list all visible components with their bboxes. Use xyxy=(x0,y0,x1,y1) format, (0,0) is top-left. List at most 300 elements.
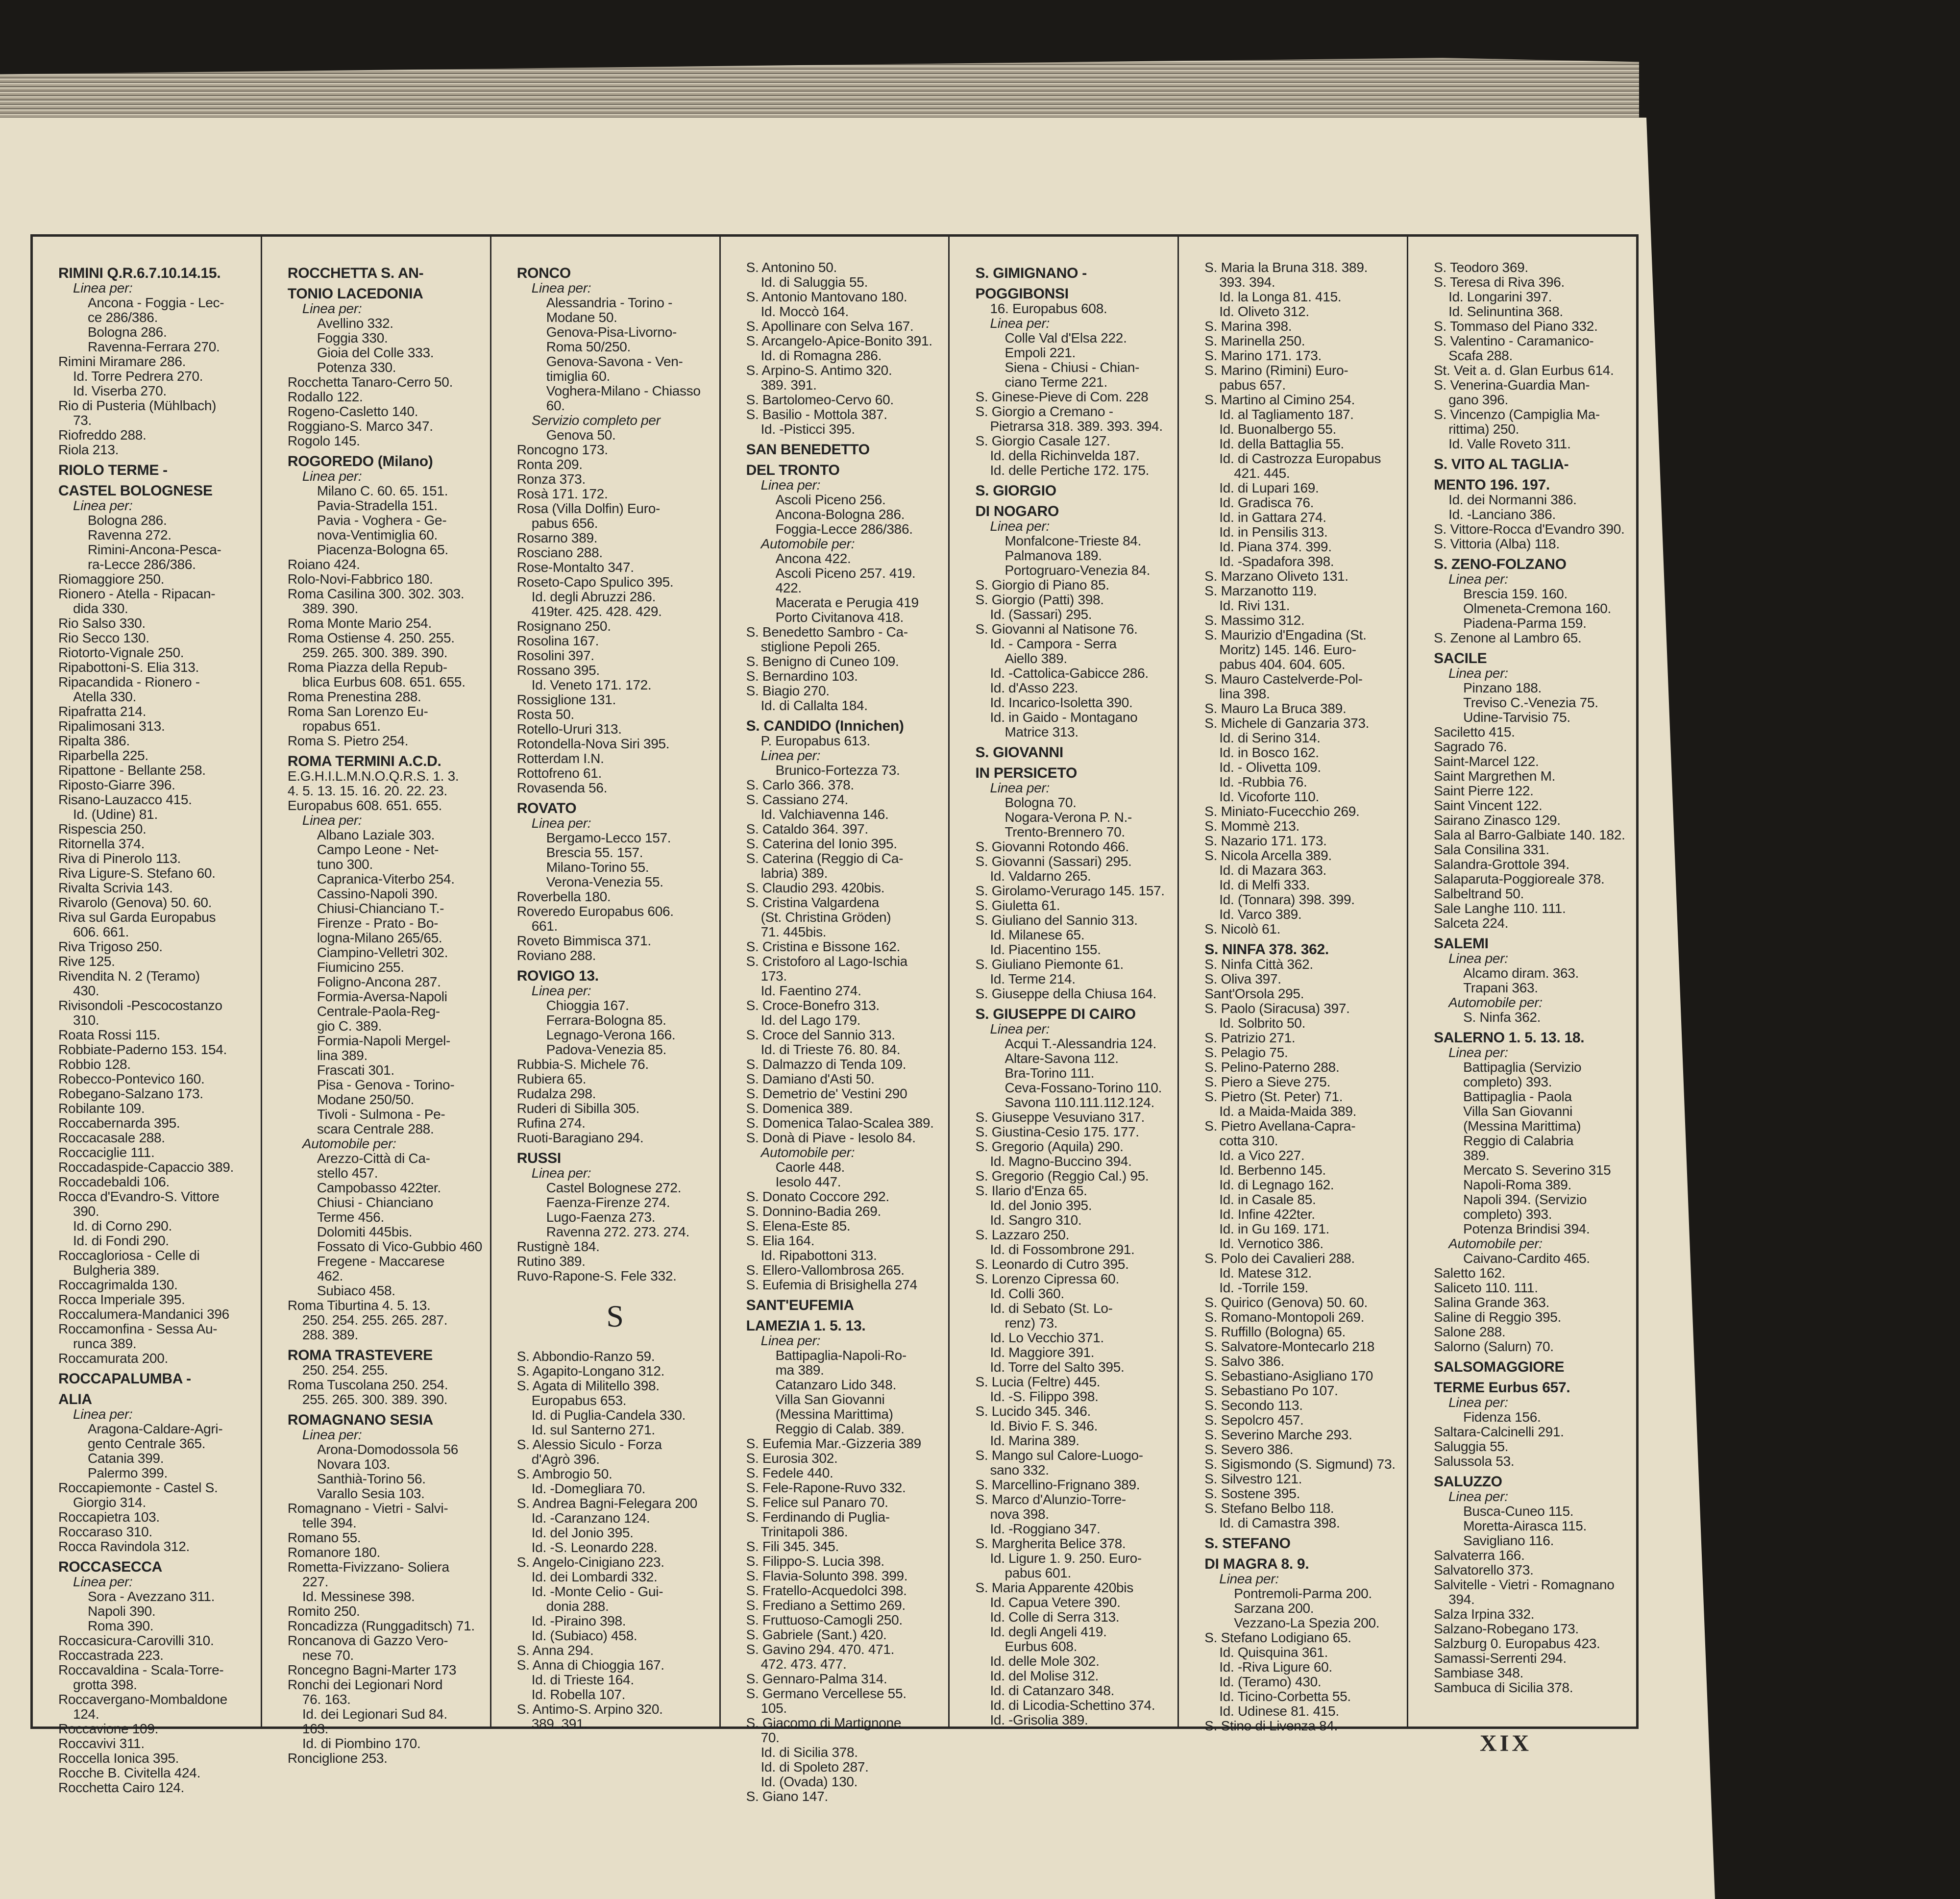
index-entry: 419ter. 425. 428. 429. xyxy=(531,604,662,619)
index-entry: Roccagrimalda 130. xyxy=(58,1277,178,1292)
index-entry: Roseto-Capo Spulico 395. xyxy=(516,574,674,590)
index-heading: S. GIMIGNANO - xyxy=(975,265,1087,281)
index-entry: S. Marina 398. xyxy=(1204,319,1292,334)
index-entry: Id. del Lago 179. xyxy=(760,1012,861,1028)
index-entry: Id. di Puglia-Candela 330. xyxy=(531,1407,686,1423)
index-heading: S. VITO AL TAGLIA- xyxy=(1434,456,1569,472)
index-column-4 xyxy=(721,237,950,1804)
index-entry: S. Fedele 440. xyxy=(746,1465,833,1480)
index-entry: Roggiano-S. Marco 347. xyxy=(287,419,433,434)
index-entry: S. Nicola Arcella 389. xyxy=(1204,848,1332,863)
index-entry: Id. Colle di Serra 313. xyxy=(990,1609,1120,1625)
index-entry: S. Leonardo di Cutro 395. xyxy=(975,1257,1129,1272)
index-entry: Trinitapoli 386. xyxy=(760,1524,848,1539)
index-entry: Sala Consilina 331. xyxy=(1434,842,1549,857)
index-entry: S. Donà di Piave - Iesolo 84. xyxy=(746,1130,916,1145)
index-entry: grotta 398. xyxy=(73,1677,137,1692)
index-entry: S. Agata di Militello 398. xyxy=(516,1378,660,1393)
index-entry: pabus 404. 604. 605. xyxy=(1219,657,1346,672)
index-entry: Pisa - Genova - Torino- xyxy=(317,1077,455,1092)
index-heading: SAN BENEDETTO xyxy=(746,442,870,458)
index-entry: Id. Gradisca 76. xyxy=(1219,495,1314,510)
index-entry: Saline di Reggio 395. xyxy=(1434,1309,1562,1325)
index-entry: Genova-Savona - Ven- xyxy=(546,354,683,369)
index-entry: Savigliano 116. xyxy=(1463,1533,1554,1548)
index-entry: Ruoti-Baragiano 294. xyxy=(516,1130,644,1145)
index-entry: Linea per: xyxy=(990,780,1050,795)
index-entry: Saluggia 55. xyxy=(1434,1439,1509,1454)
index-entry: Robbio 128. xyxy=(58,1057,131,1072)
index-entry: Id. Terme 214. xyxy=(990,971,1076,986)
index-entry: Ronciglione 253. xyxy=(287,1751,388,1766)
index-entry: Id. Incarico-Isoletta 390. xyxy=(990,695,1133,710)
index-entry: Reggio di Calabria xyxy=(1463,1133,1574,1148)
index-entry: Modane 250/50. xyxy=(317,1092,415,1107)
index-entry: Id. Faentino 274. xyxy=(760,983,861,998)
index-entry: S. Teodoro 369. xyxy=(1434,260,1528,275)
index-entry: Id. Torre Pedrera 270. xyxy=(73,369,203,384)
index-entry: S. Donato Coccore 292. xyxy=(746,1189,889,1204)
index-entry: Palermo 399. xyxy=(88,1465,168,1480)
index-entry: Arezzo-Città di Ca- xyxy=(317,1151,430,1166)
index-entry: nese 70. xyxy=(302,1648,354,1663)
index-entry: Roccaciglie 111. xyxy=(58,1145,155,1160)
index-entry: Id. in Gaido - Montagano xyxy=(990,710,1138,725)
index-column-2 xyxy=(262,237,491,1766)
index-entry: Ripacandida - Rionero - xyxy=(58,674,200,690)
index-entry: Salandra-Grottole 394. xyxy=(1434,857,1569,872)
index-entry: Id. -Lanciano 386. xyxy=(1448,507,1556,522)
index-entry: Id. -Grisolia 389. xyxy=(990,1712,1088,1727)
index-entry: Id. (Tonnara) 398. 399. xyxy=(1219,892,1355,907)
index-entry: Treviso C.-Venezia 75. xyxy=(1463,695,1598,710)
index-entry: S. Gennaro-Palma 314. xyxy=(746,1671,887,1686)
index-entry: Id. Capua Vetere 390. xyxy=(990,1595,1121,1610)
index-entry: S. Fruttuoso-Camogli 250. xyxy=(746,1612,903,1628)
index-entry: Fossato di Vico-Gubbio 460 xyxy=(317,1239,483,1254)
index-entry: Salina Grande 363. xyxy=(1434,1295,1550,1310)
index-entry: 259. 265. 300. 389. 390. xyxy=(302,645,448,660)
index-entry: Monfalcone-Trieste 84. xyxy=(1004,533,1142,548)
index-entry: Id. Torre del Salto 395. xyxy=(990,1359,1125,1375)
index-entry: Riparbella 225. xyxy=(58,748,148,763)
index-entry: Riva Ligure-S. Stefano 60. xyxy=(58,865,216,881)
index-entry: S. Fele-Rapone-Ruvo 332. xyxy=(746,1480,906,1495)
index-entry: S. Lorenzo Cipressa 60. xyxy=(975,1271,1119,1286)
index-entry: S. Cassiano 274. xyxy=(746,792,849,807)
index-entry: Rutino 389. xyxy=(516,1254,586,1269)
index-entry: S. Cristina e Bissone 162. xyxy=(746,939,900,954)
index-entry: S. Teresa di Riva 396. xyxy=(1434,274,1565,290)
index-entry: Roma S. Pietro 254. xyxy=(287,733,409,748)
index-entry: Siena - Chiusi - Chian- xyxy=(1004,360,1140,375)
index-entry: (Messina Marittima) xyxy=(1463,1118,1581,1134)
index-heading: CASTEL BOLOGNESE xyxy=(58,483,213,499)
index-entry: Piacenza-Bologna 65. xyxy=(317,542,448,557)
index-entry: Roccastrada 223. xyxy=(58,1648,164,1663)
index-entry: 389. 391. xyxy=(760,377,817,393)
index-heading: DI NOGARO xyxy=(975,503,1059,519)
index-entry: S. Tommaso del Piano 332. xyxy=(1434,319,1598,334)
index-heading: S. STEFANO xyxy=(1204,1535,1291,1552)
index-entry: Busca-Cuneo 115. xyxy=(1463,1504,1574,1519)
index-entry: Salceta 224. xyxy=(1434,915,1509,931)
index-entry: Roccamonfina - Sessa Au- xyxy=(58,1321,218,1336)
index-entry: Rotterdam I.N. xyxy=(516,751,604,766)
index-entry: Salussola 53. xyxy=(1434,1454,1515,1469)
index-entry: 430. xyxy=(73,983,99,998)
index-entry: Rustignè 184. xyxy=(516,1239,600,1254)
index-entry: Linea per: xyxy=(1448,1395,1508,1410)
index-entry: Roma San Lorenzo Eu- xyxy=(287,704,428,719)
index-entry: Ripabottoni-S. Elia 313. xyxy=(58,660,199,675)
index-entry: Moretta-Airasca 115. xyxy=(1463,1518,1587,1533)
index-entry: Rio Salso 330. xyxy=(58,616,146,631)
index-heading: POGGIBONSI xyxy=(975,286,1069,302)
index-entry: Linea per: xyxy=(1448,666,1508,681)
index-entry: S. Frediano a Settimo 269. xyxy=(746,1598,906,1613)
index-entry: stiglione Pepoli 265. xyxy=(760,639,881,654)
index-entry: Id. Vicoforte 110. xyxy=(1219,789,1319,804)
index-heading: IN PERSICETO xyxy=(975,765,1077,781)
index-entry: Automobile per: xyxy=(1448,1236,1543,1251)
index-entry: Rubbia-S. Michele 76. xyxy=(516,1057,649,1072)
index-entry: Roma Tuscolana 250. 254. xyxy=(287,1377,448,1392)
index-entry: 394. xyxy=(1448,1592,1475,1607)
index-entry: S. Pelino-Paterno 288. xyxy=(1204,1060,1340,1075)
index-entry: Id. della Battaglia 55. xyxy=(1219,436,1344,451)
index-heading: S. GIUSEPPE DI CAIRO xyxy=(975,1006,1136,1022)
index-entry: Salbeltrand 50. xyxy=(1434,886,1524,901)
index-entry: Id. di Legnago 162. xyxy=(1219,1177,1334,1192)
index-entry: S. Flavia-Solunto 398. 399. xyxy=(746,1568,908,1583)
index-entry: blica Eurbus 608. 651. 655. xyxy=(302,674,466,690)
index-entry: S. Bartolomeo-Cervo 60. xyxy=(746,392,894,407)
index-entry: Bulgheria 389. xyxy=(73,1262,160,1278)
index-entry: Id. Milanese 65. xyxy=(990,927,1085,942)
index-heading: RONCO xyxy=(516,265,571,281)
index-entry: S. Nazario 171. 173. xyxy=(1204,833,1327,848)
index-entry: Chiusi-Chianciano T.- xyxy=(317,901,444,916)
index-entry: Milano-Torino 55. xyxy=(546,860,649,875)
index-entry: Capranica-Viterbo 254. xyxy=(317,871,455,887)
index-entry: S. Ninfa 362. xyxy=(1463,1010,1541,1025)
index-entry: Roma Piazza della Repub- xyxy=(287,660,447,675)
index-entry: Ravenna 272. 273. 274. xyxy=(546,1224,690,1239)
index-entry: lina 398. xyxy=(1219,686,1270,701)
index-entry: S. Lucia (Feltre) 445. xyxy=(975,1374,1101,1389)
index-entry: Id. del Jonio 395. xyxy=(531,1525,634,1540)
index-heading: SACILE xyxy=(1434,650,1487,666)
index-entry: Id. di Camastra 398. xyxy=(1219,1515,1340,1530)
index-entry: S. Ruffillo (Bologna) 65. xyxy=(1204,1324,1346,1339)
index-entry: Rotello-Ururi 313. xyxy=(516,721,622,737)
index-entry: S. Romano-Montopoli 269. xyxy=(1204,1309,1365,1325)
index-entry: S. Domenica 389. xyxy=(746,1101,853,1116)
index-entry: Rio Secco 130. xyxy=(58,630,149,645)
index-entry: S. Marco d'Alunzio-Torre- xyxy=(975,1492,1126,1507)
index-entry: S. Bernardino 103. xyxy=(746,668,858,684)
index-entry: Novara 103. xyxy=(317,1456,391,1472)
index-column-3 xyxy=(491,237,721,1731)
index-entry: Ravenna-Ferrara 270. xyxy=(88,339,220,354)
index-entry: S. Sebastiano Po 107. xyxy=(1204,1383,1338,1398)
index-entry: 73. xyxy=(73,413,92,428)
index-entry: Id. -Spadafora 398. xyxy=(1219,554,1334,569)
index-heading: ROVIGO 13. xyxy=(516,968,599,984)
index-entry: Altare-Savona 112. xyxy=(1004,1051,1119,1066)
index-entry: Rovasenda 56. xyxy=(516,780,608,795)
index-entry: Sairano Zinasco 129. xyxy=(1434,813,1561,828)
index-entry: Roccapiemonte - Castel S. xyxy=(58,1480,218,1495)
index-entry: S. Giovanni al Natisone 76. xyxy=(975,621,1138,637)
index-entry: Rocche B. Civitella 424. xyxy=(58,1765,201,1780)
index-heading: ROCCAPALUMBA - xyxy=(58,1371,191,1387)
index-entry: S. Agapito-Longano 312. xyxy=(516,1363,665,1379)
index-heading: SANT'EUFEMIA xyxy=(746,1297,854,1313)
index-entry: S. Alessio Siculo - Forza xyxy=(516,1437,662,1452)
index-entry: S. Cristina Valgardena xyxy=(746,895,880,910)
index-entry: Ciampino-Velletri 302. xyxy=(317,945,448,960)
index-entry: Ancona 422. xyxy=(775,551,851,566)
index-entry: Id. di Romagna 286. xyxy=(760,348,882,363)
index-entry: Battipaglia (Servizio xyxy=(1463,1060,1582,1075)
index-entry: scara Centrale 288. xyxy=(317,1121,434,1136)
index-heading: RIOLO TERME - xyxy=(58,462,168,478)
index-entry: S. Benedetto Sambro - Ca- xyxy=(746,624,908,640)
index-entry: Id. di Licodia-Schettino 374. xyxy=(990,1698,1155,1713)
index-entry: Id. - Olivetta 109. xyxy=(1219,760,1321,775)
index-entry: Rogolo 145. xyxy=(287,433,360,448)
index-entry: S. Germano Vercellese 55. xyxy=(746,1686,906,1701)
index-entry: Chiusi - Chianciano xyxy=(317,1195,433,1210)
index-entry: Mercato S. Severino 315 xyxy=(1463,1162,1611,1178)
index-entry: Id. in Casale 85. xyxy=(1219,1192,1316,1207)
index-entry: S. Abbondio-Ranzo 59. xyxy=(516,1349,655,1364)
index-entry: logna-Milano 265/65. xyxy=(317,930,442,945)
index-entry: 250. 254. 255. 265. 287. xyxy=(302,1312,448,1328)
index-entry: Rotondella-Nova Siri 395. xyxy=(516,736,670,751)
index-entry: lina 389. xyxy=(317,1048,368,1063)
index-entry: 4. 5. 13. 15. 16. 20. 22. 23. xyxy=(287,783,447,798)
index-entry: Rossiglione 131. xyxy=(516,692,616,707)
index-entry: Sarzana 200. xyxy=(1234,1601,1314,1616)
index-entry: S. Salvatore-Montecarlo 218 xyxy=(1204,1339,1375,1354)
index-entry: Id. delle Mole 302. xyxy=(990,1653,1100,1669)
index-entry: 71. 445bis. xyxy=(760,924,827,939)
index-entry: Linea per: xyxy=(990,518,1050,534)
index-entry: S. Giuseppe della Chiusa 164. xyxy=(975,986,1156,1001)
index-entry: Linea per: xyxy=(73,280,133,296)
index-entry: Id. Piacentino 155. xyxy=(990,942,1101,957)
index-entry: Napoli 390. xyxy=(88,1603,156,1619)
index-entry: Id. Colli 360. xyxy=(990,1286,1064,1301)
index-entry: Linea per: xyxy=(73,1406,133,1422)
index-entry: Id. Longarini 397. xyxy=(1448,289,1552,304)
index-entry: Id. -Piraino 398. xyxy=(531,1613,626,1628)
index-entry: S. Antonino 50. xyxy=(746,260,837,275)
index-entry: cotta 310. xyxy=(1219,1133,1278,1148)
index-entry: Porto Civitanova 418. xyxy=(775,610,904,625)
index-entry: Rivarolo (Genova) 50. 60. xyxy=(58,895,212,910)
index-entry: Id. Buonalbergo 55. xyxy=(1219,421,1337,437)
index-entry: S. Giano 147. xyxy=(746,1789,828,1804)
index-entry: Ascoli Piceno 257. 419. xyxy=(775,566,916,581)
index-entry: Linea per: xyxy=(1219,1571,1279,1586)
index-entry: Catanzaro Lido 348. xyxy=(775,1377,897,1392)
index-entry: Villa San Giovanni xyxy=(1463,1104,1573,1119)
index-entry: Id. del Jonio 395. xyxy=(990,1198,1092,1213)
index-entry: Faenza-Firenze 274. xyxy=(546,1195,670,1210)
index-entry: Id. -S. Filippo 398. xyxy=(990,1389,1099,1404)
index-entry: Id. di Fondi 290. xyxy=(73,1233,169,1248)
index-entry: Roccasicura-Carovilli 310. xyxy=(58,1633,214,1648)
index-entry: Pavia - Voghera - Ge- xyxy=(317,513,447,528)
index-entry: Campo Leone - Net- xyxy=(317,842,439,857)
index-entry: Robbiate-Paderno 153. 154. xyxy=(58,1042,227,1057)
index-entry: Samassi-Serrenti 294. xyxy=(1434,1651,1567,1666)
index-entry: Id. della Richinvelda 187. xyxy=(990,448,1140,463)
index-entry: Id. -Torrile 159. xyxy=(1219,1280,1308,1295)
index-entry: S. Lazzaro 250. xyxy=(975,1227,1070,1242)
index-entry: Roncadizza (Runggaditsch) 71. xyxy=(287,1618,475,1633)
index-entry: Romano 55. xyxy=(287,1530,361,1545)
index-entry: Varallo Sesia 103. xyxy=(317,1486,425,1501)
index-entry: Napoli 394. (Servizio xyxy=(1463,1192,1587,1207)
index-entry: Napoli-Roma 389. xyxy=(1463,1177,1572,1192)
index-entry: Id. di Trieste 164. xyxy=(531,1672,634,1687)
index-entry: S. Croce del Sannio 313. xyxy=(746,1027,895,1042)
index-entry: S. Fratello-Acquedolci 398. xyxy=(746,1583,907,1598)
index-entry: pabus 601. xyxy=(1004,1565,1072,1580)
index-entry: S. Sepolcro 457. xyxy=(1204,1412,1304,1428)
index-entry: Roccamurata 200. xyxy=(58,1351,168,1366)
index-entry: Ancona - Foggia - Lec- xyxy=(88,295,224,310)
index-entry: Catania 399. xyxy=(88,1451,164,1466)
index-heading: SALEMI xyxy=(1434,936,1489,952)
index-entry: S. Nicolò 61. xyxy=(1204,921,1281,937)
index-entry: Salone 288. xyxy=(1434,1324,1506,1339)
index-entry: S. Felice sul Panaro 70. xyxy=(746,1495,888,1510)
index-entry: ropabus 651. xyxy=(302,718,381,734)
index-entry: 227. xyxy=(302,1574,329,1589)
index-entry: 288. 389. xyxy=(302,1327,358,1342)
index-entry: S. Marinella 250. xyxy=(1204,333,1305,348)
index-entry: S. Fili 345. 345. xyxy=(746,1539,839,1554)
index-entry: Id. delle Pertiche 172. 175. xyxy=(990,463,1150,478)
index-entry: P. Europabus 613. xyxy=(760,733,870,748)
index-entry: S. Stefano Belbo 118. xyxy=(1204,1501,1334,1516)
page-number: XIX xyxy=(1480,1730,1532,1756)
index-entry: Id. Berbenno 145. xyxy=(1219,1162,1326,1178)
index-entry: telle 394. xyxy=(302,1515,357,1530)
index-entry: 389. 391. xyxy=(531,1716,588,1731)
index-entry: Pietrarsa 318. 389. 393. 394. xyxy=(990,419,1163,434)
index-entry: Genova-Pisa-Livorno- xyxy=(546,324,677,340)
index-entry: Rottofreno 61. xyxy=(516,765,602,781)
index-heading: ROCCHETTA S. AN- xyxy=(287,265,424,281)
index-entry: Id. (Udine) 81. xyxy=(73,807,158,822)
index-entry: Roccaraso 310. xyxy=(58,1524,152,1539)
index-entry: Ripafratta 214. xyxy=(58,704,147,719)
index-entry: Roncegno Bagni-Marter 173 xyxy=(287,1662,457,1677)
index-entry: Id. di Catanzaro 348. xyxy=(990,1683,1115,1698)
index-entry: Linea per: xyxy=(73,498,133,513)
index-heading: S. ZENO-FOLZANO xyxy=(1434,556,1567,572)
index-entry: tuno 300. xyxy=(317,857,373,872)
index-entry: Centrale-Paola-Reg- xyxy=(317,1004,440,1019)
index-entry: S. Patrizio 271. xyxy=(1204,1030,1296,1045)
index-entry: Id. di Saluggia 55. xyxy=(760,274,868,290)
index-entry: gano 396. xyxy=(1448,392,1509,407)
index-entry: Trapani 363. xyxy=(1463,980,1538,995)
index-entry: pabus 656. xyxy=(531,516,598,531)
index-entry: Sambiase 348. xyxy=(1434,1665,1524,1680)
index-entry: Id. di Trieste 76. 80. 84. xyxy=(760,1042,901,1057)
index-entry: 250. 254. 255. xyxy=(302,1362,388,1378)
index-entry: Id. -Monte Celio - Gui- xyxy=(531,1584,663,1599)
index-entry: S. Domenica Talao-Scalea 389. xyxy=(746,1115,934,1131)
index-entry: Acqui T.-Alessandria 124. xyxy=(1004,1036,1156,1051)
index-entry: dida 330. xyxy=(73,601,128,616)
index-entry: Fidenza 156. xyxy=(1463,1409,1541,1425)
index-entry: Ripalimosani 313. xyxy=(58,718,165,734)
index-entry: Foggia 330. xyxy=(317,330,388,345)
index-entry: timiglia 60. xyxy=(546,369,610,384)
index-entry: St. Veit a. d. Glan Eurbus 614. xyxy=(1434,363,1614,378)
index-entry: Riotorto-Vignale 250. xyxy=(58,645,184,660)
index-entry: Santhià-Torino 56. xyxy=(317,1471,426,1486)
index-entry: S. Damiano d'Asti 50. xyxy=(746,1071,875,1086)
index-entry: Roma 50/250. xyxy=(546,339,631,354)
index-entry: 76. 163. xyxy=(302,1692,351,1707)
index-entry: Id. Robella 107. xyxy=(531,1687,626,1702)
index-entry: Frascati 301. xyxy=(317,1062,394,1078)
index-entry: S. Cristoforo al Lago-Ischia xyxy=(746,954,907,969)
index-entry: Roccadaspide-Capaccio 389. xyxy=(58,1159,234,1175)
index-entry: Id. dei Normanni 386. xyxy=(1448,492,1577,507)
index-entry: Id. in Gattara 274. xyxy=(1219,510,1326,525)
index-entry: Id. di Castrozza Europabus xyxy=(1219,451,1381,466)
index-entry: Europabus 653. xyxy=(531,1393,627,1408)
index-entry: 462. xyxy=(317,1268,343,1283)
index-heading: S. CANDIDO (Innichen) xyxy=(746,718,904,734)
index-entry: Roccavaldina - Scala-Torre- xyxy=(58,1662,224,1677)
index-heading: TERME Eurbus 657. xyxy=(1434,1380,1570,1396)
index-entry: Romagnano - Vietri - Salvi- xyxy=(287,1501,448,1516)
index-entry: S. Giorgio a Cremano - xyxy=(975,404,1113,419)
index-entry: Salzano-Robegano 173. xyxy=(1434,1621,1579,1636)
index-entry: Linea per: xyxy=(760,477,821,493)
index-entry: S. Zenone al Lambro 65. xyxy=(1434,630,1582,645)
index-entry: Subiaco 458. xyxy=(317,1283,395,1298)
index-entry: Rosolini 397. xyxy=(516,648,594,663)
index-entry: Id. di Melfi 333. xyxy=(1219,877,1310,892)
index-entry: gio C. 389. xyxy=(317,1018,382,1034)
index-entry: Ruderi di Sibilla 305. xyxy=(516,1101,639,1116)
index-entry: S. Anna di Chioggia 167. xyxy=(516,1657,664,1673)
index-entry: Aragona-Caldare-Agri- xyxy=(88,1421,223,1436)
index-entry: Pontremoli-Parma 200. xyxy=(1234,1586,1372,1601)
index-entry: Id. -Domegliara 70. xyxy=(531,1481,646,1496)
index-entry: S. Biagio 270. xyxy=(746,683,830,698)
index-entry: Linea per: xyxy=(1448,951,1508,966)
index-entry: completo) 393. xyxy=(1463,1074,1552,1089)
index-entry: stello 457. xyxy=(317,1165,378,1181)
index-entry: S. Martino al Cimino 254. xyxy=(1204,392,1355,407)
index-entry: Saliceto 110. 111. xyxy=(1434,1280,1538,1295)
index-entry: S. Carlo 366. 378. xyxy=(746,777,854,792)
